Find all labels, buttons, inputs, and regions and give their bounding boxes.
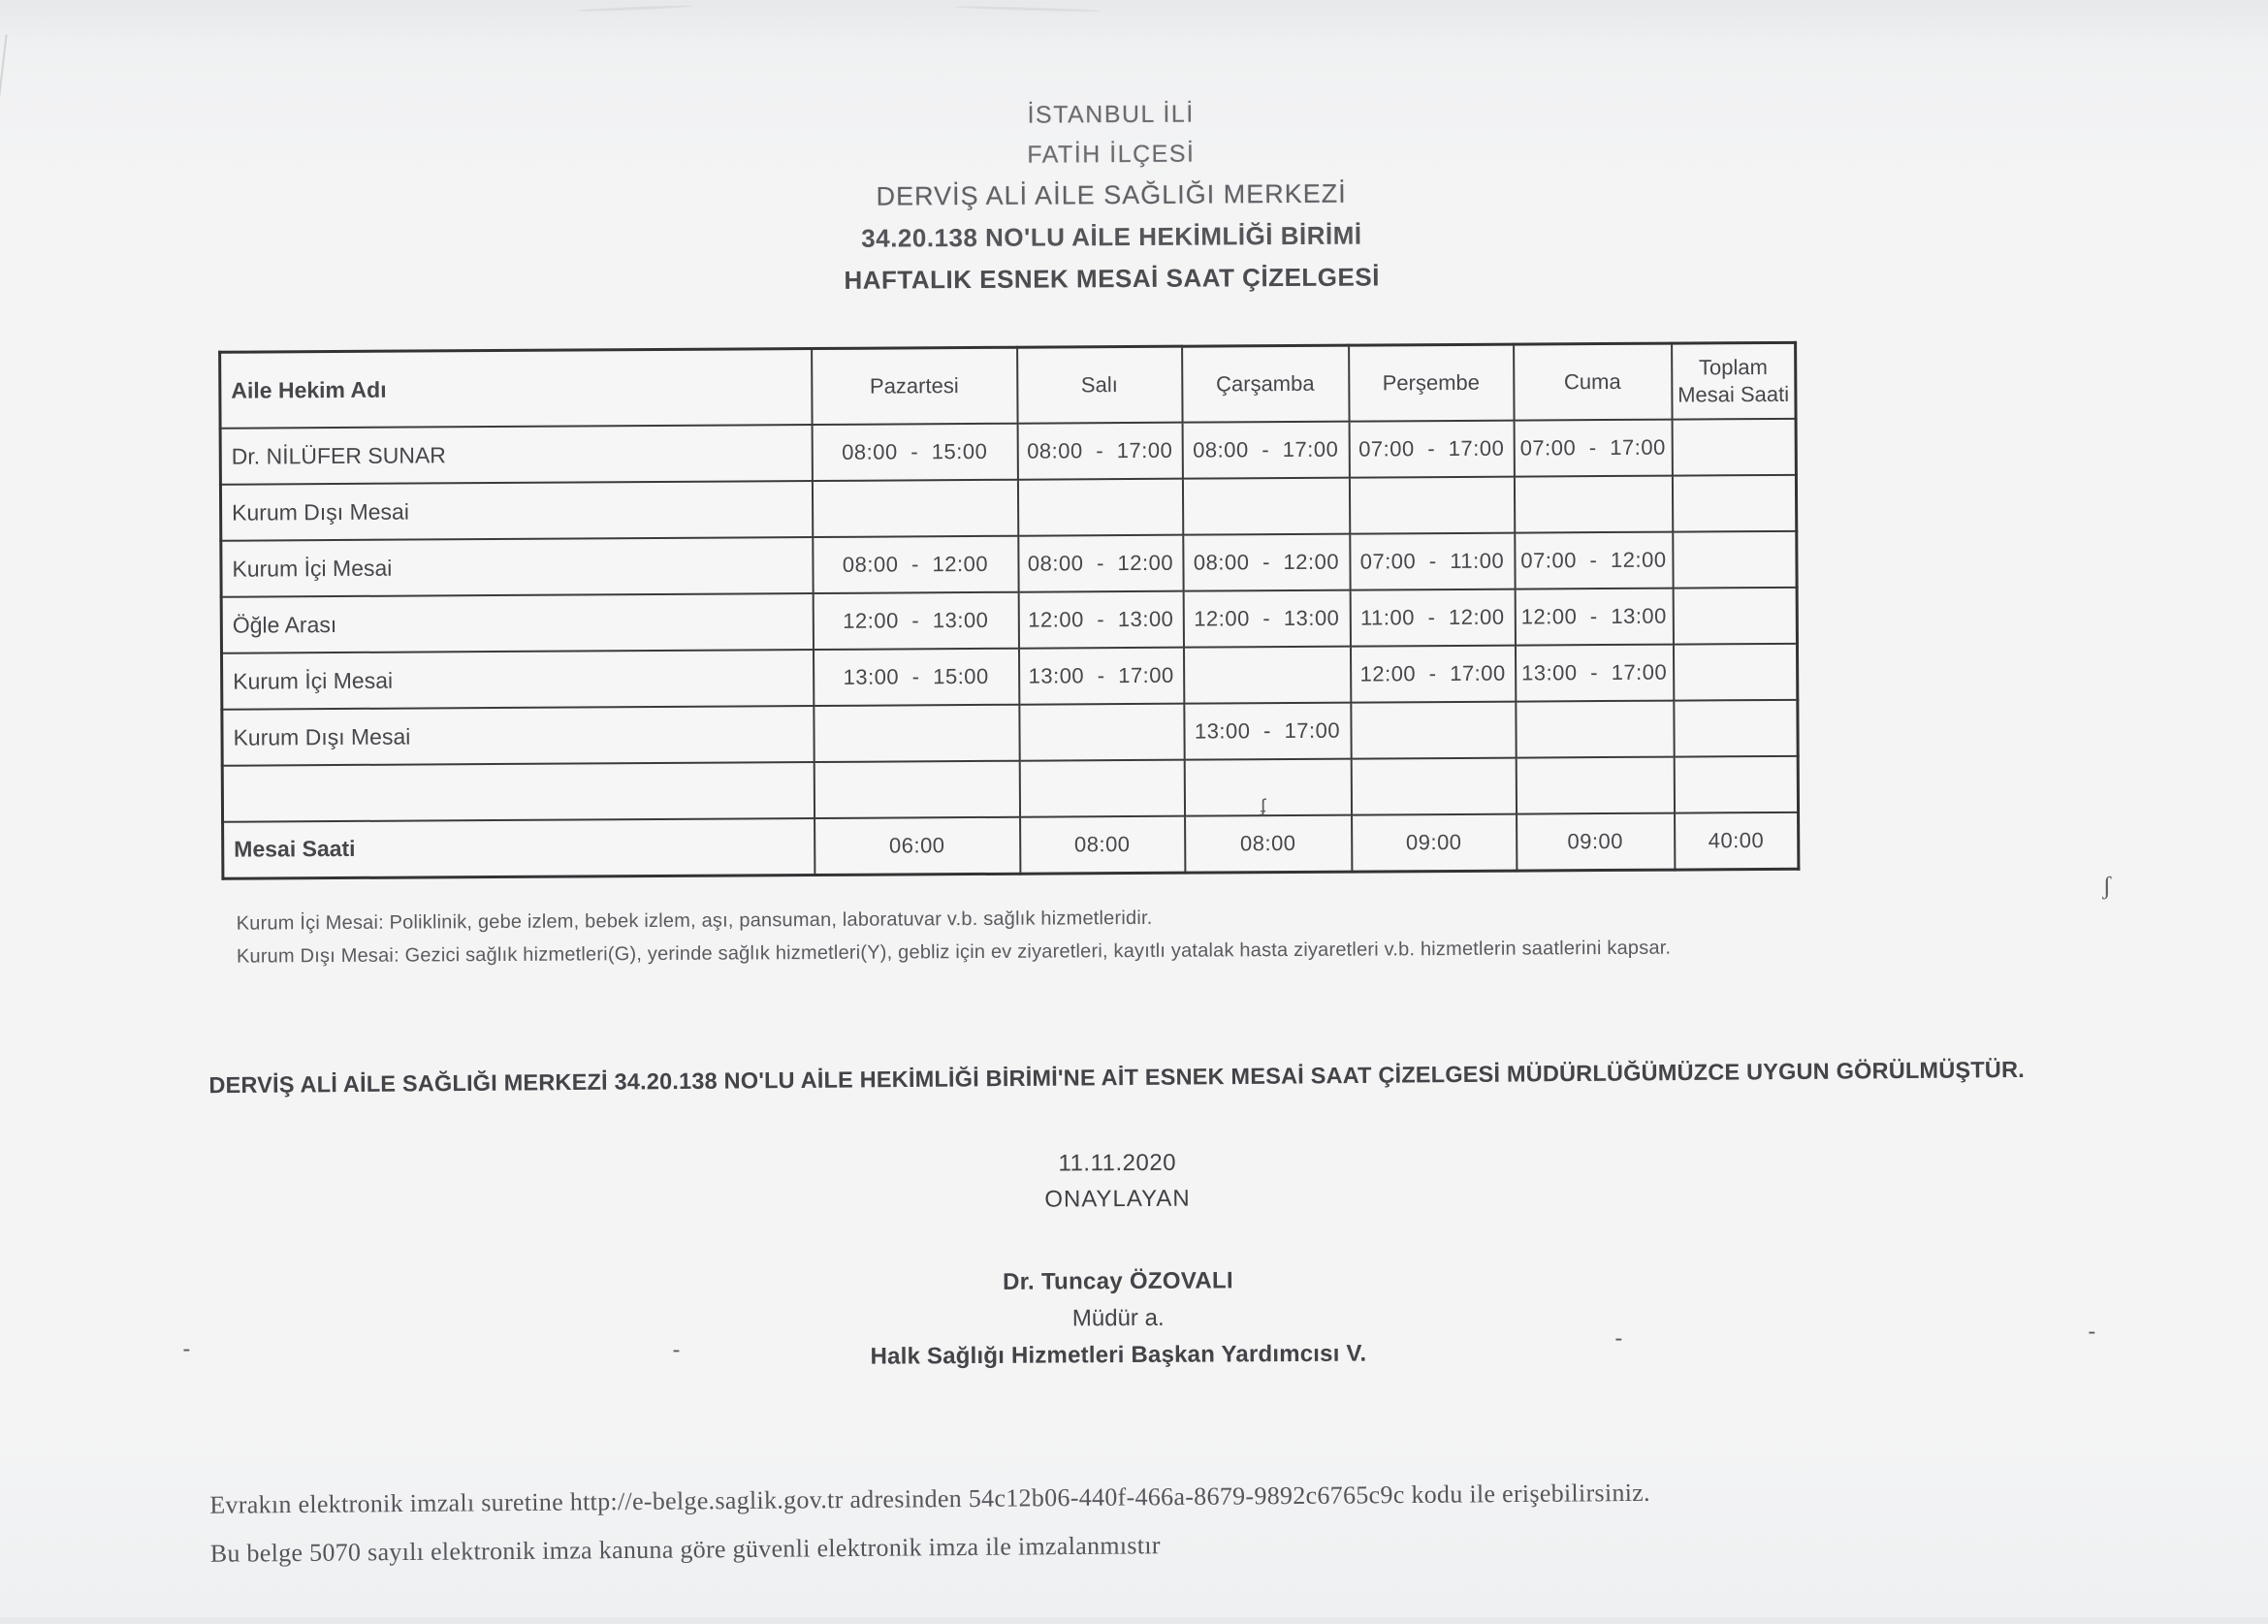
- schedule-cell: 07:00 - 17:00: [1514, 420, 1672, 477]
- schedule-cell: 08:00 - 15:00: [812, 424, 1017, 481]
- schedule-cell: 12:00 - 13:00: [1515, 589, 1673, 646]
- schedule-cell: [1184, 759, 1351, 816]
- schedule-cell: 13:00 - 17:00: [1515, 645, 1673, 702]
- table-row: [223, 812, 1799, 878]
- schedule-cell: [1019, 704, 1184, 761]
- schedule-table-body: [220, 419, 1799, 878]
- column-header-total: Toplam Mesai Saati: [1672, 342, 1796, 419]
- schedule-cell: 13:00 - 15:00: [813, 649, 1018, 706]
- approval-date-block: [2, 1143, 2232, 1220]
- schedule-cell: [1674, 700, 1798, 757]
- schedule-cell: 13:00 - 17:00: [1184, 703, 1351, 760]
- row-label: Mesai Saati: [223, 818, 815, 878]
- schedule-cell: [1019, 760, 1184, 817]
- esignature-footer: [209, 1469, 1650, 1578]
- column-header-wednesday: Çarşamba: [1182, 345, 1349, 423]
- schedule-cell: 08:00: [1185, 815, 1352, 873]
- row-label: Kurum İçi Mesai: [222, 650, 814, 710]
- row-label: Öğle Arası: [221, 593, 813, 653]
- schedule-cell: [1673, 588, 1797, 645]
- footer-law-line: Bu belge 5070 sayılı elektronik imza kanuna göre güvenli elektronik imza ile imzalanmıstır: [209, 1531, 1161, 1568]
- document-title: HAFTALIK ESNEK MESAİ SAAT ÇİZELGESİ: [844, 262, 1380, 295]
- signature-block: [3, 1261, 2234, 1376]
- table-row: [222, 700, 1798, 766]
- schedule-cell: 13:00 - 17:00: [1018, 648, 1183, 705]
- approval-statement: DERVİŞ ALİ AİLE SAĞLIĞI MERKEZİ 34.20.138 NO'LU AİLE HEKİMLİĞİ BİRİMİ'NE AİT ESNEK MESAİ SAAT ÇİZELGESİ MÜDÜRLÜĞÜMÜZCE UYGUN GÖRÜLMÜŞTÜR.: [208, 1056, 2026, 1099]
- header-district: FATİH İLÇESİ: [1027, 140, 1196, 169]
- schedule-cell: 07:00 - 11:00: [1350, 533, 1515, 590]
- schedule-cell: [812, 480, 1017, 537]
- schedule-cell: 09:00: [1517, 813, 1675, 871]
- schedule-cell: 12:00 - 13:00: [1018, 591, 1183, 649]
- schedule-cell: [814, 761, 1019, 818]
- approver-title: ONAYLAYAN: [1044, 1185, 1191, 1213]
- schedule-cell: 12:00 - 13:00: [813, 592, 1018, 650]
- row-label: [222, 762, 814, 822]
- table-row: [220, 475, 1796, 541]
- row-label: Kurum Dışı Mesai: [222, 706, 814, 766]
- header-unit-name: 34.20.138 NO'LU AİLE HEKİMLİĞİ BİRİMİ: [861, 220, 1362, 253]
- document-header: [0, 94, 2227, 312]
- schedule-cell: 08:00 - 17:00: [1017, 423, 1182, 480]
- column-header-thursday: Perşembe: [1349, 344, 1514, 422]
- schedule-cell: [1672, 475, 1796, 532]
- row-label: Kurum Dışı Mesai: [220, 481, 812, 541]
- schedule-cell: 11:00 - 12:00: [1350, 589, 1515, 647]
- header-province: İSTANBUL İLİ: [1027, 100, 1195, 129]
- signer-name: Dr. Tuncay ÖZOVALI: [1002, 1267, 1233, 1295]
- schedule-cell: 07:00 - 17:00: [1349, 421, 1514, 478]
- scan-squiggle-artifact: ʄ: [1260, 796, 1265, 817]
- schedule-cell: [1672, 419, 1796, 476]
- schedule-cell: 07:00 - 12:00: [1515, 532, 1673, 589]
- schedule-cell: 08:00 - 17:00: [1182, 422, 1349, 479]
- schedule-cell: 12:00 - 17:00: [1350, 646, 1515, 703]
- signer-role-secondary: Halk Sağlığı Hizmetleri Başkan Yardımcısı V.: [870, 1340, 1367, 1370]
- column-header-monday: Pazartesi: [812, 347, 1017, 425]
- header-center-name: DERVİŞ ALİ AİLE SAĞLIĞI MERKEZİ: [876, 178, 1347, 211]
- schedule-cell: 08:00: [1020, 816, 1185, 874]
- schedule-table: [218, 341, 1800, 879]
- scan-dash-artifact: -: [182, 1335, 191, 1363]
- schedule-cell: [1351, 702, 1516, 759]
- schedule-cell: [1182, 478, 1349, 535]
- schedule-cell: [1183, 647, 1350, 704]
- table-row: [221, 588, 1797, 653]
- schedule-cell: [1673, 531, 1797, 589]
- schedule-cell: 08:00 - 12:00: [1183, 534, 1350, 591]
- schedule-cell: [1516, 757, 1674, 814]
- table-row: [221, 531, 1797, 597]
- footnotes: [237, 899, 1672, 973]
- row-label: Dr. NİLÜFER SUNAR: [220, 425, 812, 485]
- row-label: Kurum İçi Mesai: [221, 537, 813, 597]
- scan-dash-artifact: -: [1614, 1324, 1623, 1352]
- scan-mark-artifact: ʃ: [2102, 871, 2112, 900]
- scan-dash-artifact: -: [672, 1336, 681, 1363]
- signer-role: Müdür a.: [1071, 1304, 1165, 1332]
- scan-dash-artifact: -: [2088, 1318, 2096, 1346]
- schedule-cell: 09:00: [1352, 814, 1517, 872]
- approval-date: 11.11.2020: [1058, 1149, 1177, 1177]
- column-header-physician: Aile Hekim Adı: [220, 349, 812, 429]
- schedule-cell: [814, 705, 1019, 762]
- scan-streak: [955, 5, 1101, 12]
- footer-verification-line: Evrakın elektronik imzalı suretine http://e-belge.saglik.gov.tr adresinden 54c12b06-440f-466a-8679-9892c6765c9c kodu ile erişebilirsiniz.: [209, 1478, 1651, 1519]
- table-row: [222, 644, 1798, 710]
- column-header-friday: Cuma: [1514, 343, 1672, 420]
- schedule-cell: [1514, 476, 1672, 533]
- table-row: [222, 756, 1798, 822]
- schedule-cell: 08:00 - 12:00: [1018, 535, 1183, 592]
- schedule-cell: [1351, 758, 1516, 815]
- schedule-cell: 12:00 - 13:00: [1183, 590, 1350, 648]
- table-row: [220, 419, 1796, 485]
- schedule-cell: [1674, 756, 1798, 813]
- schedule-cell: 40:00: [1675, 812, 1799, 870]
- schedule-cell: 08:00 - 12:00: [813, 536, 1018, 593]
- table-header-row: [220, 342, 1796, 428]
- schedule-cell: [1349, 477, 1514, 534]
- schedule-cell: [1516, 701, 1674, 758]
- column-header-tuesday: Salı: [1017, 346, 1182, 424]
- schedule-cell: [1673, 644, 1797, 701]
- schedule-cell: [1017, 479, 1182, 536]
- schedule-cell: 06:00: [815, 817, 1020, 875]
- scan-streak: [577, 5, 693, 13]
- footnote-out-office: Kurum Dışı Mesai: Gezici sağlık hizmetleri(G), yerinde sağlık hizmetleri(Y), gebliz için ev ziyaretleri, kayıtlı yatalak hasta ziyaretleri v.b. hizmetlerin saatlerini kapsar.: [236, 937, 1672, 968]
- footnote-in-office: Kurum İçi Mesai: Poliklinik, gebe izlem, bebek izlem, aşı, pansuman, laboratuvar v.b. sağlık hizmetleridir.: [236, 907, 1153, 935]
